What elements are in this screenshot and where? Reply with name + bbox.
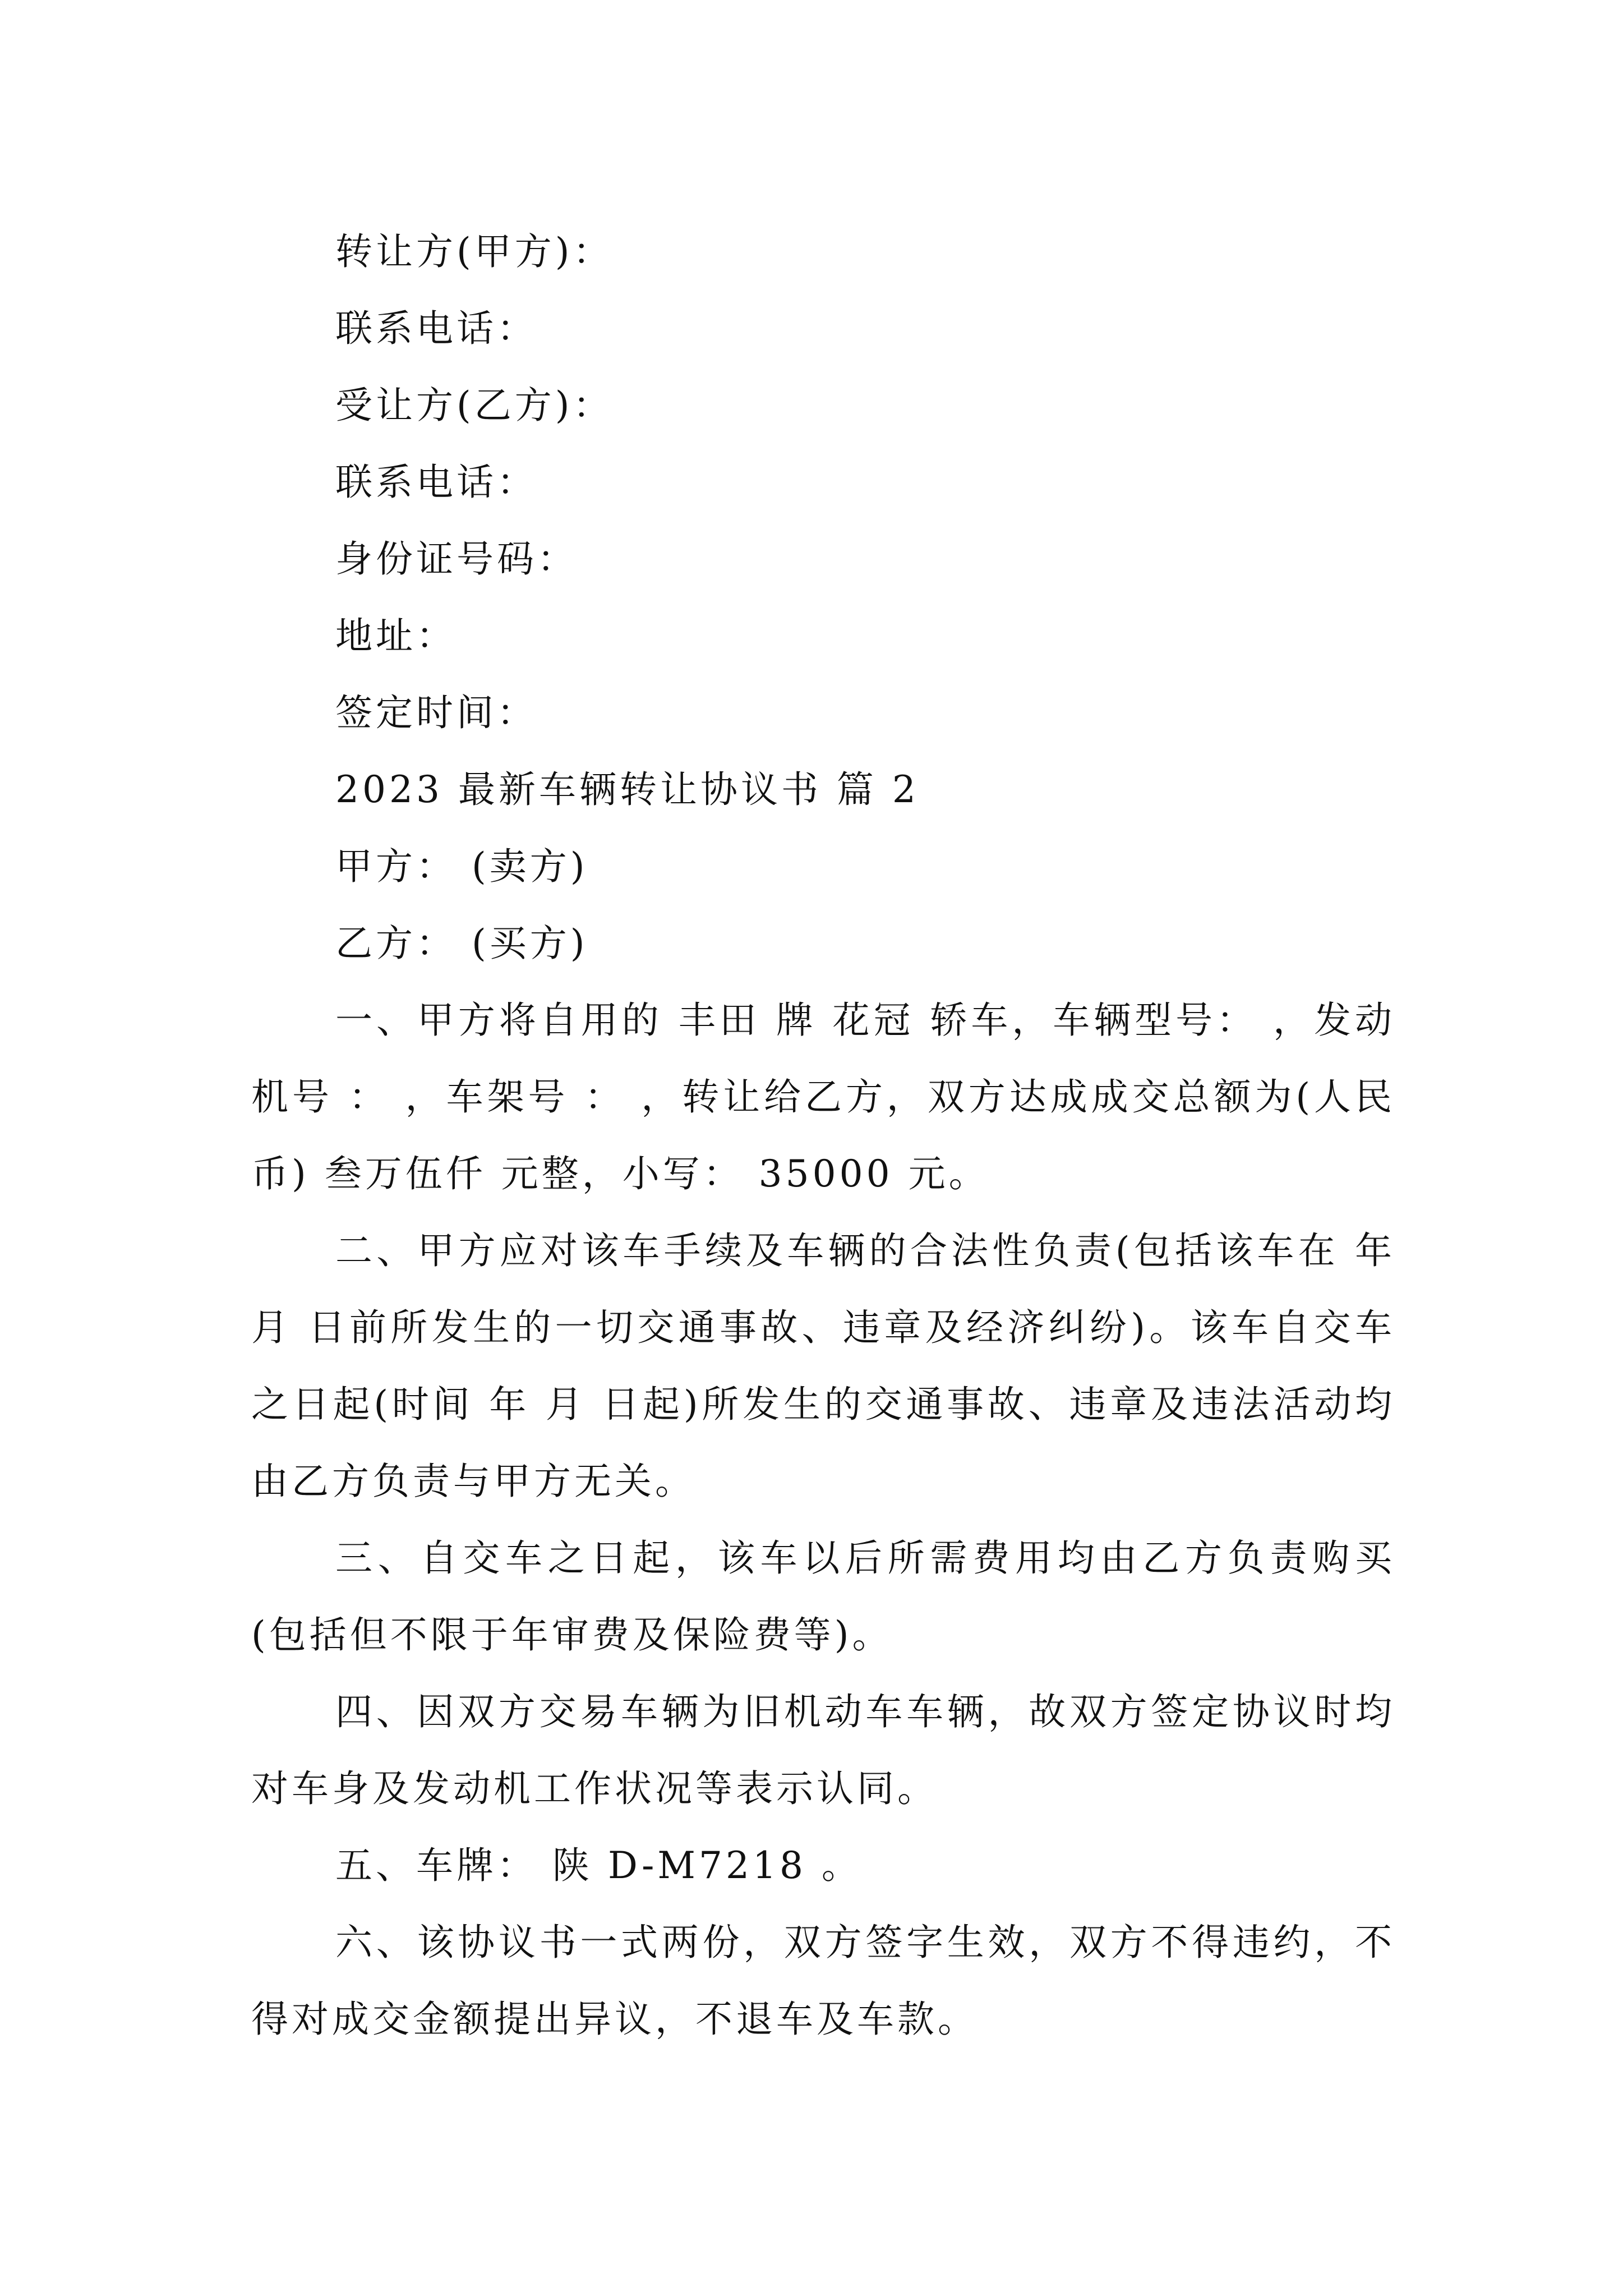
field-transferee-phone: 联系电话： xyxy=(335,461,537,504)
field-signing-date: 签定时间： xyxy=(335,691,537,734)
section-title: 2023 最新车辆转让协议书 篇 2 xyxy=(335,768,919,811)
clause-6: 六、该协议书一式两份，双方签字生效，双方不得违约，不得对成交金额提出异议，不退车及车款。 xyxy=(251,1921,1395,2041)
field-transferor-phone: 联系电话： xyxy=(335,307,537,350)
party-b: 乙方： (买方) xyxy=(335,922,588,965)
document-body xyxy=(251,213,1395,2058)
field-transferee: 受让方(乙方)： xyxy=(335,384,614,427)
field-address: 地址： xyxy=(335,614,457,657)
clause-4: 四、因双方交易车辆为旧机动车车辆，故双方签定协议时均对车身及发动机工作状况等表示认同。 xyxy=(251,1690,1395,1810)
clause-2: 二、甲方应对该车手续及车辆的合法性负责(包括该车在 年 月 日前所发生的一切交通事故、违章及经济纠纷)。该车自交车之日起(时间 年 月 日起)所发生的交通事故、违章及违法活动均由乙方负责与甲方无关。 xyxy=(251,1229,1395,1503)
field-id-number: 身份证号码： xyxy=(335,537,578,581)
clause-1: 一、甲方将自用的 丰田 牌 花冠 轿车，车辆型号： ，发动机号 ： ，车架号 ： ，转让给乙方，双方达成成交总额为(人民币) 叁万伍仟 元整，小写： 35000 元。 xyxy=(251,999,1395,1195)
party-a: 甲方： (卖方) xyxy=(335,845,588,888)
clause-3: 三、自交车之日起，该车以后所需费用均由乙方负责购买(包括但不限于年审费及保险费等)。 xyxy=(251,1536,1395,1657)
field-transferor: 转让方(甲方)： xyxy=(335,230,614,273)
clause-5: 五、车牌： 陕 D-M7218 。 xyxy=(335,1844,862,1887)
